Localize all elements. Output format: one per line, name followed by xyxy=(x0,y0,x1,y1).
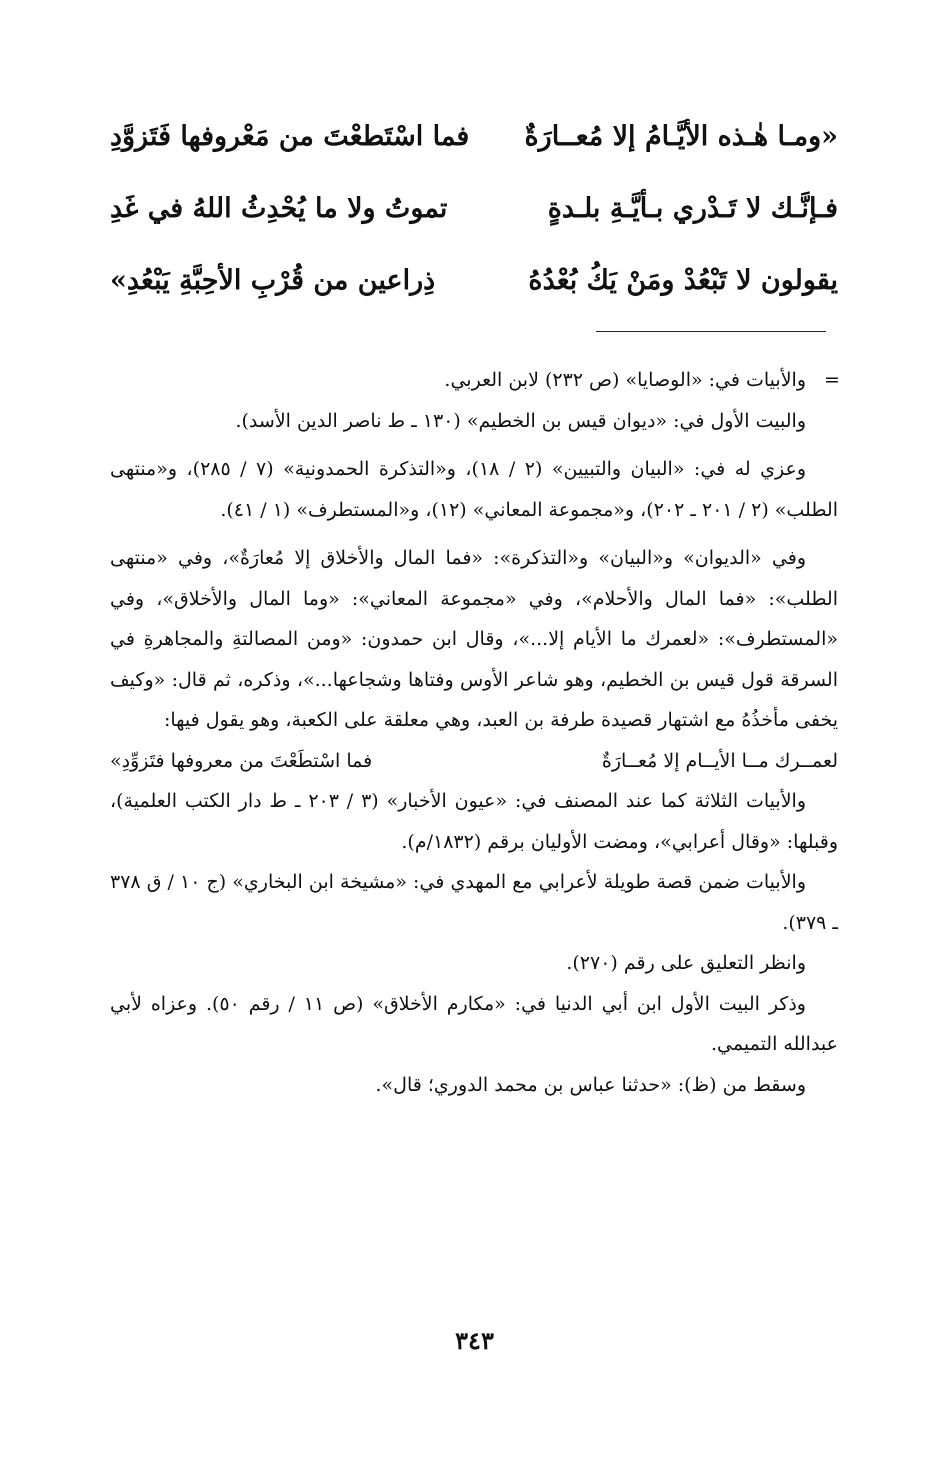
footnote-paragraph: والأبيات ضمن قصة طويلة لأعرابي مع المهدي في: «مشيخة ابن البخاري» (ج ١٠ / ق ٣٧٨ ـ ٣٧٩). xyxy=(110,871,838,934)
cited-verse-second: فما اسْتطَعْتَ من معروفها فتَزوِّدِ» xyxy=(110,749,373,772)
cited-verse xyxy=(110,741,838,782)
footnote-paragraph: وفي «الديوان» و«البيان» و«التذكرة»: «فما المال والأخلاق إلا مُعارَةٌ»، وفي «منتهى الطلب»: «فما المال والأحلام»، وفي «مجموعة المعاني»: «وما المال والأخلاق»، وفي «المستطرف»: «لعمرك ما الأيام إلا...»، وقال ابن حمدون: «ومن المصالتةِ والمجاهرةِ في السرقة قول قيس بن الخطيم، وهو شاعر الأوس وفتاها وشجاعها...»، وذكره، ثم قال: «وكيف يخفى مأخذُهُ مع اشتهار قصيدة طرفة بن العبد، وهي معلقة على الكعبة، وهو يقول فيها: xyxy=(110,547,838,731)
verse-second-hemistich: فما اسْتَطعْتَ من مَعْروفها فَتَزوَّدِ xyxy=(110,120,470,152)
verse-second-hemistich: تموتُ ولا ما يُحْدِثُ اللهُ في غَدِ xyxy=(110,192,448,224)
footnote-paragraph: والبيت الأول في: «ديوان قيس بن الخطيم» (١٣٠ ـ ط ناصر الدين الأسد). xyxy=(235,409,806,432)
poem-block xyxy=(110,100,838,316)
footnotes xyxy=(110,360,838,1105)
verse-first-hemistich: فـإنَّـك لا تَـدْري بـأيَّـةِ بلـدةٍ xyxy=(547,192,838,224)
page-number: ٣٤٣ xyxy=(455,1326,494,1355)
footnote-paragraph: وسقط من (ظ): «حدثنا عباس بن محمد الدوري؛ قال». xyxy=(375,1073,806,1096)
poem-verse xyxy=(110,100,838,172)
footnote-paragraph: وعزي له في: «البيان والتبيين» (٢ / ١٨)، و«التذكرة الحمدونية» (٧ / ٢٨٥)، و«منتهى الطلب» (٢ / ٢٠١ ـ ٢٠٢)، و«مجموعة المعاني» (١٢)، و«المستطرف» (١ / ٤١). xyxy=(110,458,838,521)
footnote-paragraph: وذكر البيت الأول ابن أبي الدنيا في: «مكارم الأخلاق» (ص ١١ / رقم ٥٠). وعزاه لأبي عبدالله التميمي. xyxy=(110,992,838,1055)
footnote-paragraph: والأبيات الثلاثة كما عند المصنف في: «عيون الأخبار» (٣ / ٢٠٣ ـ ط دار الكتب العلمية)، وقبلها: «وقال أعرابي»، ومضت الأوليان برقم (١٨٣٢/م). xyxy=(110,790,838,853)
verse-second-hemistich: ذِراعين من قُرْبِ الأحِبَّةِ يَبْعُدِ» xyxy=(110,264,436,296)
verse-first-hemistich: يقولون لا تَبْعُدْ ومَنْ يَكُ بُعْدُهُ xyxy=(528,264,838,296)
poem-verse xyxy=(110,172,838,244)
footnote-paragraph: والأبيات في: «الوصايا» (ص ٢٣٢) لابن العربي. xyxy=(444,369,806,391)
footnote-continuation-marker: = xyxy=(824,369,840,391)
cited-verse-first: لعمــرك مــا الأيــام إلا مُعــارَةٌ xyxy=(601,749,838,772)
poem-verse xyxy=(110,244,838,316)
footnote-paragraph: وانظر التعليق على رقم (٢٧٠). xyxy=(566,952,806,974)
footnote-divider xyxy=(596,331,826,332)
verse-first-hemistich: «ومـا هٰـذه الأيَّـامُ إلا مُعــارَةٌ xyxy=(524,120,838,152)
